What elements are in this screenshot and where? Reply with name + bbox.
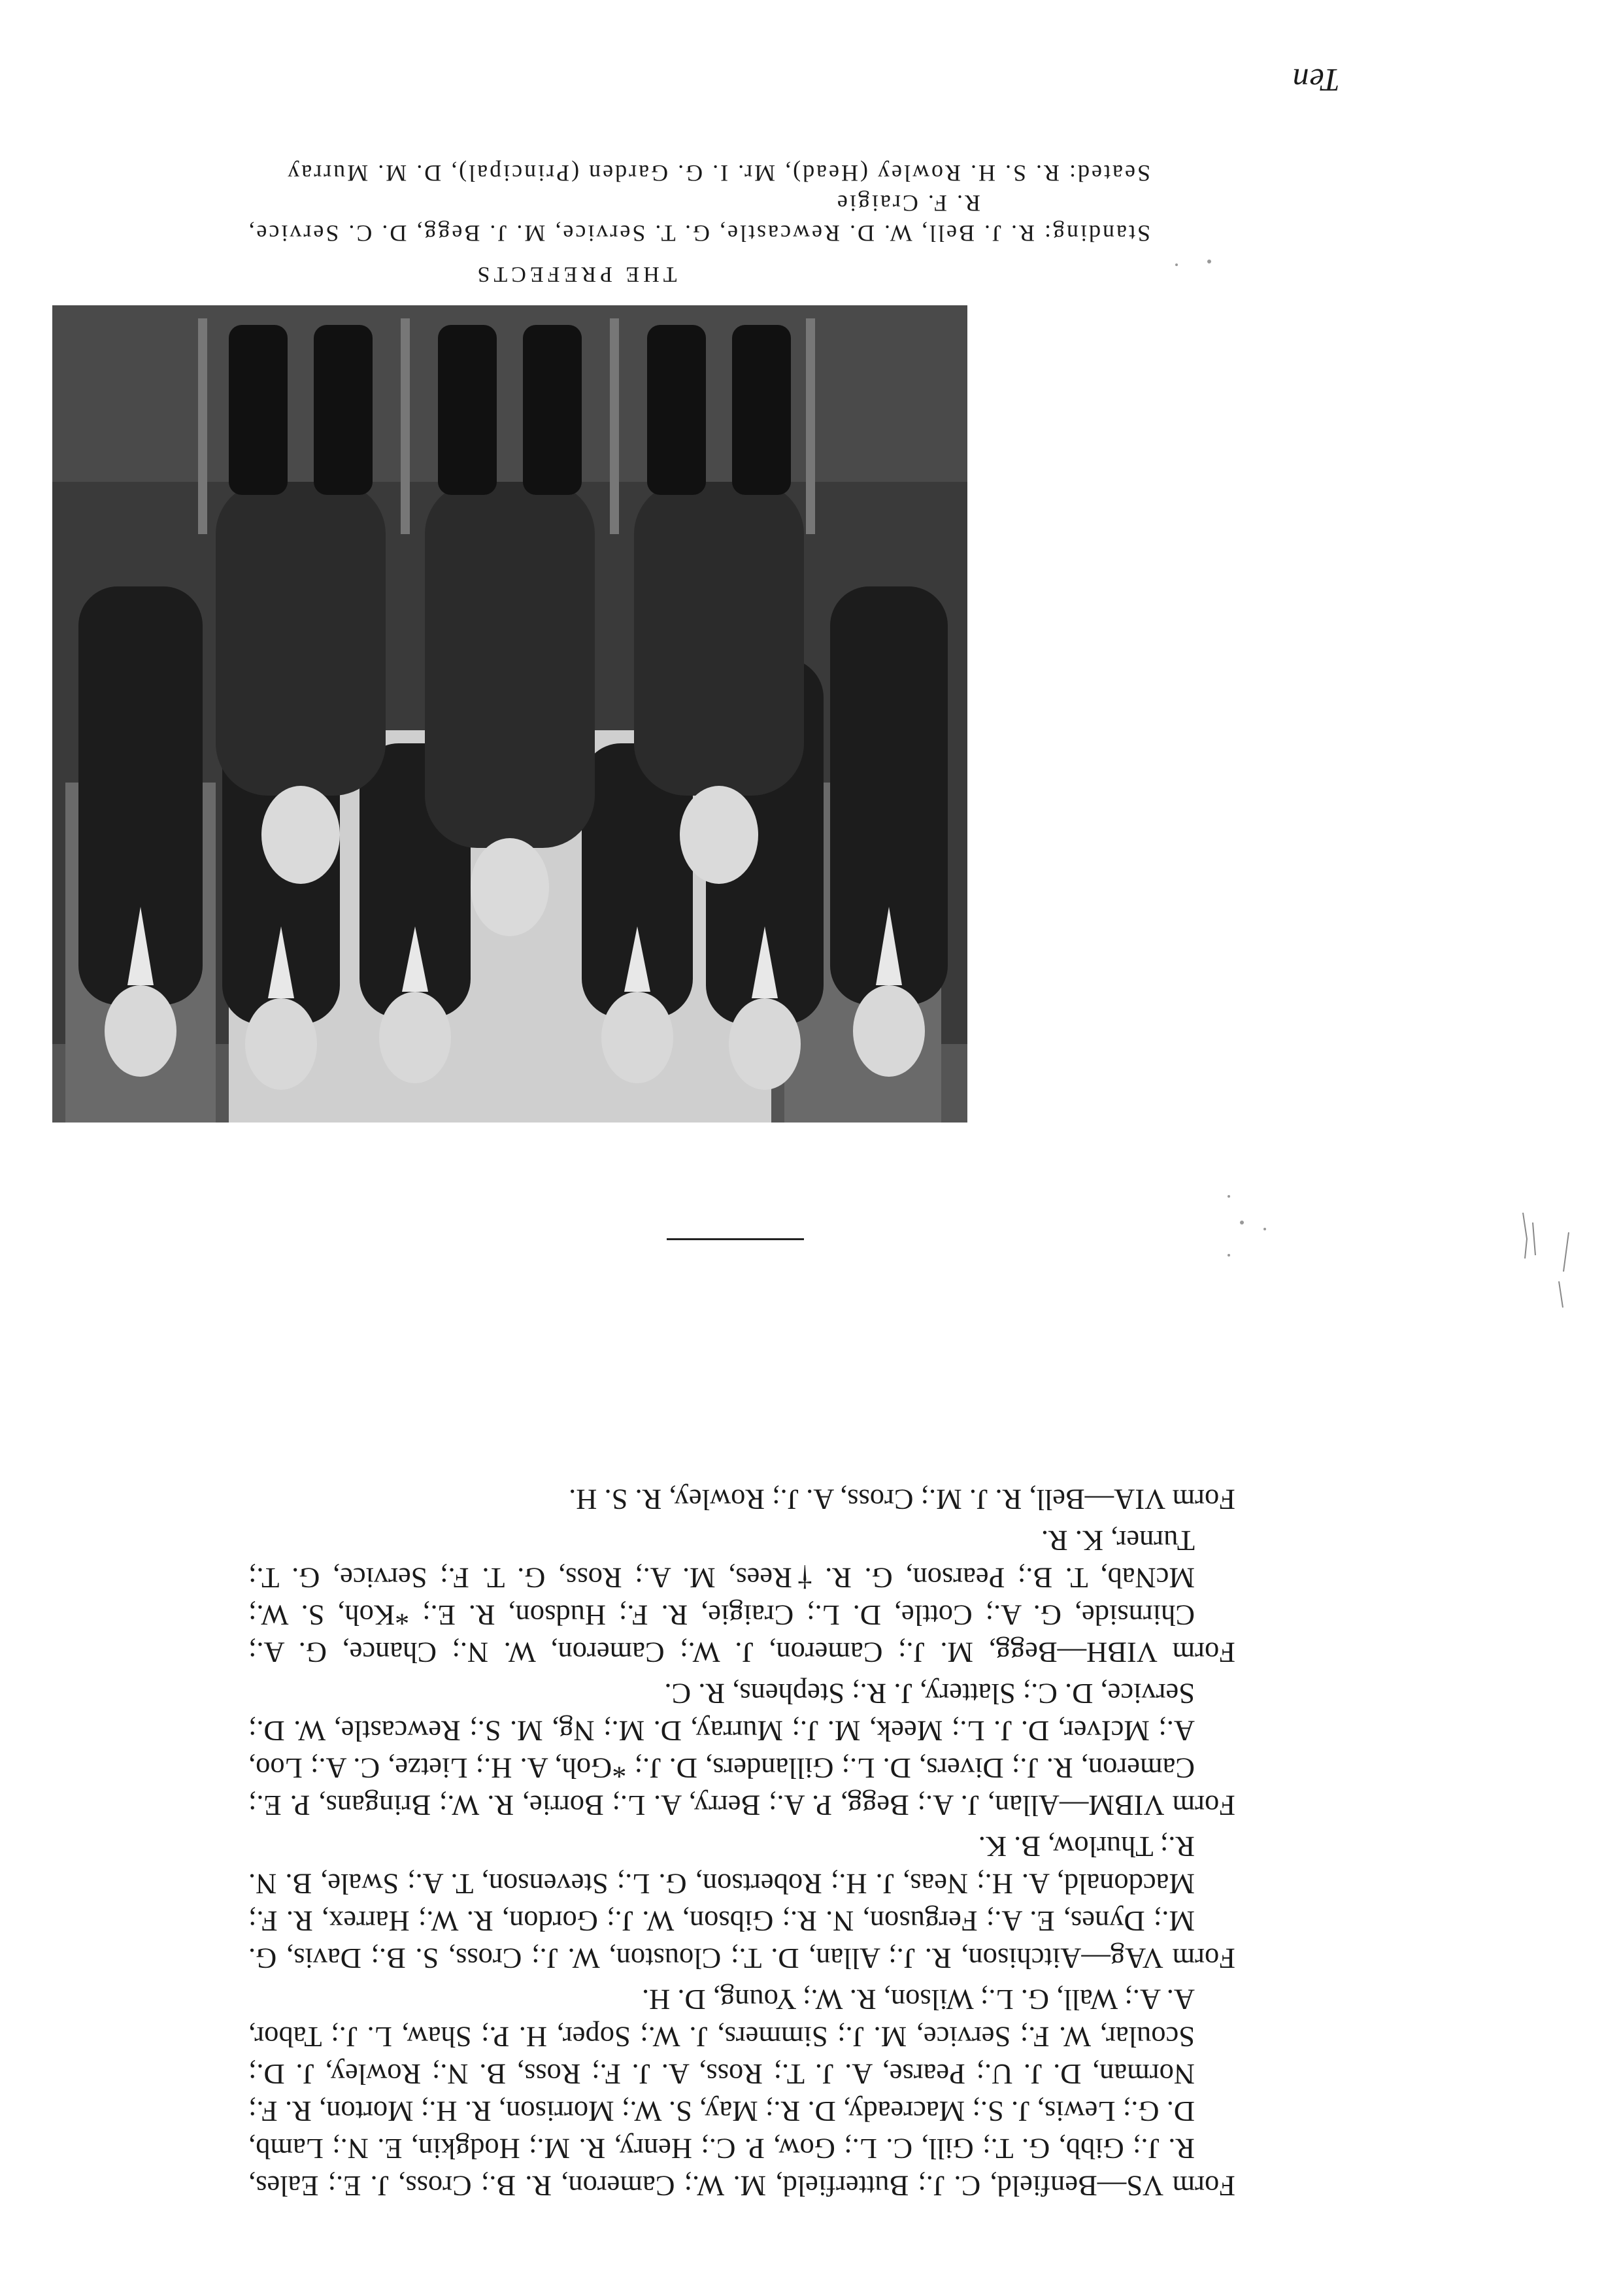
form-lists (248, 1477, 1235, 2204)
form-name: Form VIBM (1088, 1789, 1235, 1822)
form-name: Form VIBH (1086, 1636, 1235, 1669)
form-entry-vag: Form VAg—Aitchison, R. J.; Allan, D. T.; Clouston, W. J.; Cross, S. B.; Davis, G. M.; Dynes, E. A.; Ferguson, N. R.; Gibson, W. J.; Gordon, R. W.; Harrex, R. F.; Macdonald, A. H.; Neas, J. H.; Robertson, G. L.; Stevenson, T. A.; Swale, B. N. R.; Thurlow, B. K. (248, 1831, 1235, 1975)
form-members: Benfield, C. J.; Butterfield, M. W.; Cameron, R. B.; Cross, J. E.; Eales, R. J.; Gibb, G. T.; Gill, C. L.; Gow, P. C.; Henry, R. M.; Hodgkin, E. N.; Lamb, D. G.; Lewis, J. S.; Macready, D. R.; May, S. W.; Morrison, R. H.; Morton, R. F.; Norman, D. J. U.; Pearse, A. J. T.; Ross, A. J. F.; Ross, B. N.; Rowley, J. D.; Scoular, W. F.; Service, M. J.; Simmers, J. W.; Soper, H. P.; Shaw, L. J.; Tabor, A. A.; Wall, G. L.; Wilson, R. W.; Young, D. H. (248, 1984, 1195, 2203)
photo-illustration (52, 305, 967, 1123)
caption-standing: Standing: R. J. Bell, W. D. Rewcastle, G. T. Service, M. J. Begg, D. C. Service, (246, 220, 1150, 246)
form-entry-vibm: Form VIBM—Allan, J. A.; Begg, P. A.; Berry, A. L.; Borrie, R. W.; Bringans, P. E.; Cameron, R. J.; Divers, D. L.; Gillanders, D. J.; *Goh, A. H.; Lietze, C. A.; Loo, A.; McIver, D. J. L.; Meek, M. J.; Murray, D. M.; Ng, M. S.; Rewcastle, W. D.; Service, D. C.; Slattery, J. R.; Stephens, R. C. (248, 1678, 1235, 1822)
form-members: Allan, J. A.; Begg, P. A.; Berry, A. L.; Borrie, R. W.; Bringans, P. E.; Cameron, R. J.; Divers, D. L.; Gillanders, D. J.; *Goh, A. H.; Lietze, C. A.; Loo, A.; McIver, D. J. L.; Meek, M. J.; Murray, D. M.; Ng, M. S.; Rewcastle, W. D.; Service, D. C.; Slattery, J. R.; Stephens, R. C. (248, 1678, 1195, 1822)
form-entry-vs: Form VS—Benfield, C. J.; Butterfield, M. W.; Cameron, R. B.; Cross, J. E.; Eales, R. J.; Gibb, G. T.; Gill, C. L.; Gow, P. C.; Henry, R. M.; Hodgkin, E. N.; Lamb, D. G.; Lewis, J. S.; Macready, D. R.; May, S. W.; Morrison, R. H.; Morton, R. F.; Norman, D. J. U.; Pearse, A. J. T.; Ross, A. J. F.; Ross, B. N.; Rowley, J. D.; Scoular, W. F.; Service, M. J.; Simmers, J. W.; Soper, H. P.; Shaw, L. J.; Tabor, A. A.; Wall, G. L.; Wilson, R. W.; Young, D. H. (248, 1984, 1235, 2203)
caption-standing-cont: R. F. Craigie (835, 190, 980, 216)
form-name: Form VS (1126, 2170, 1235, 2203)
caption-title: THE PREFECTS (473, 262, 677, 286)
form-name: Form VIA (1114, 1483, 1235, 1516)
form-members: Aitchison, R. J.; Allan, D. T.; Clouston, W. J.; Cross, S. B.; Davis, G. M.; Dynes, E. A.; Ferguson, N. R.; Gibson, W. J.; Gordon, R. W.; Harrex, R. F.; Macdonald, A. H.; Neas, J. H.; Robertson, G. L.; Stevenson, T. A.; Swale, B. N. R.; Thurlow, B. K. (248, 1831, 1195, 1975)
page-number: Ten (1292, 62, 1340, 99)
form-members: Begg, M. J.; Cameron, J. W.; Cameron, W. N.; Chance, G. A.; Chirnside, G. A.; Cottle, D. L.; Craigie, R. F.; Hudson, R. E.; *Koh, S. W.; McNab, T. B.; Pearson, G. R. †Rees, M. A.; Ross, G. T. F.; Service, G. T.; Turner, K. R. (248, 1525, 1195, 1669)
prefects-photo (52, 305, 967, 1123)
form-members: Bell, R. J. M.; Cross, A. J.; Rowley, R. S. H. (569, 1483, 1085, 1516)
section-divider (667, 1238, 804, 1240)
caption-seated: Seated: R. S. H. Rowley (Head), Mr. I. G. Garden (Principal), D. M. Murray (286, 160, 1150, 186)
photo-caption (170, 158, 1150, 289)
form-entry-via: Form VIA—Bell, R. J. M.; Cross, A. J.; Rowley, R. S. H. (569, 1483, 1235, 1516)
form-name: Form VAg (1110, 1942, 1235, 1975)
form-entry-vibh: Form VIBH—Begg, M. J.; Cameron, J. W.; Cameron, W. N.; Chance, G. A.; Chirnside, G. A.; Cottle, D. L.; Craigie, R. F.; Hudson, R. E.; *Koh, S. W.; McNab, T. B.; Pearson, G. R. †Rees, M. A.; Ross, G. T. F.; Service, G. T.; Turner, K. R. (248, 1525, 1235, 1669)
